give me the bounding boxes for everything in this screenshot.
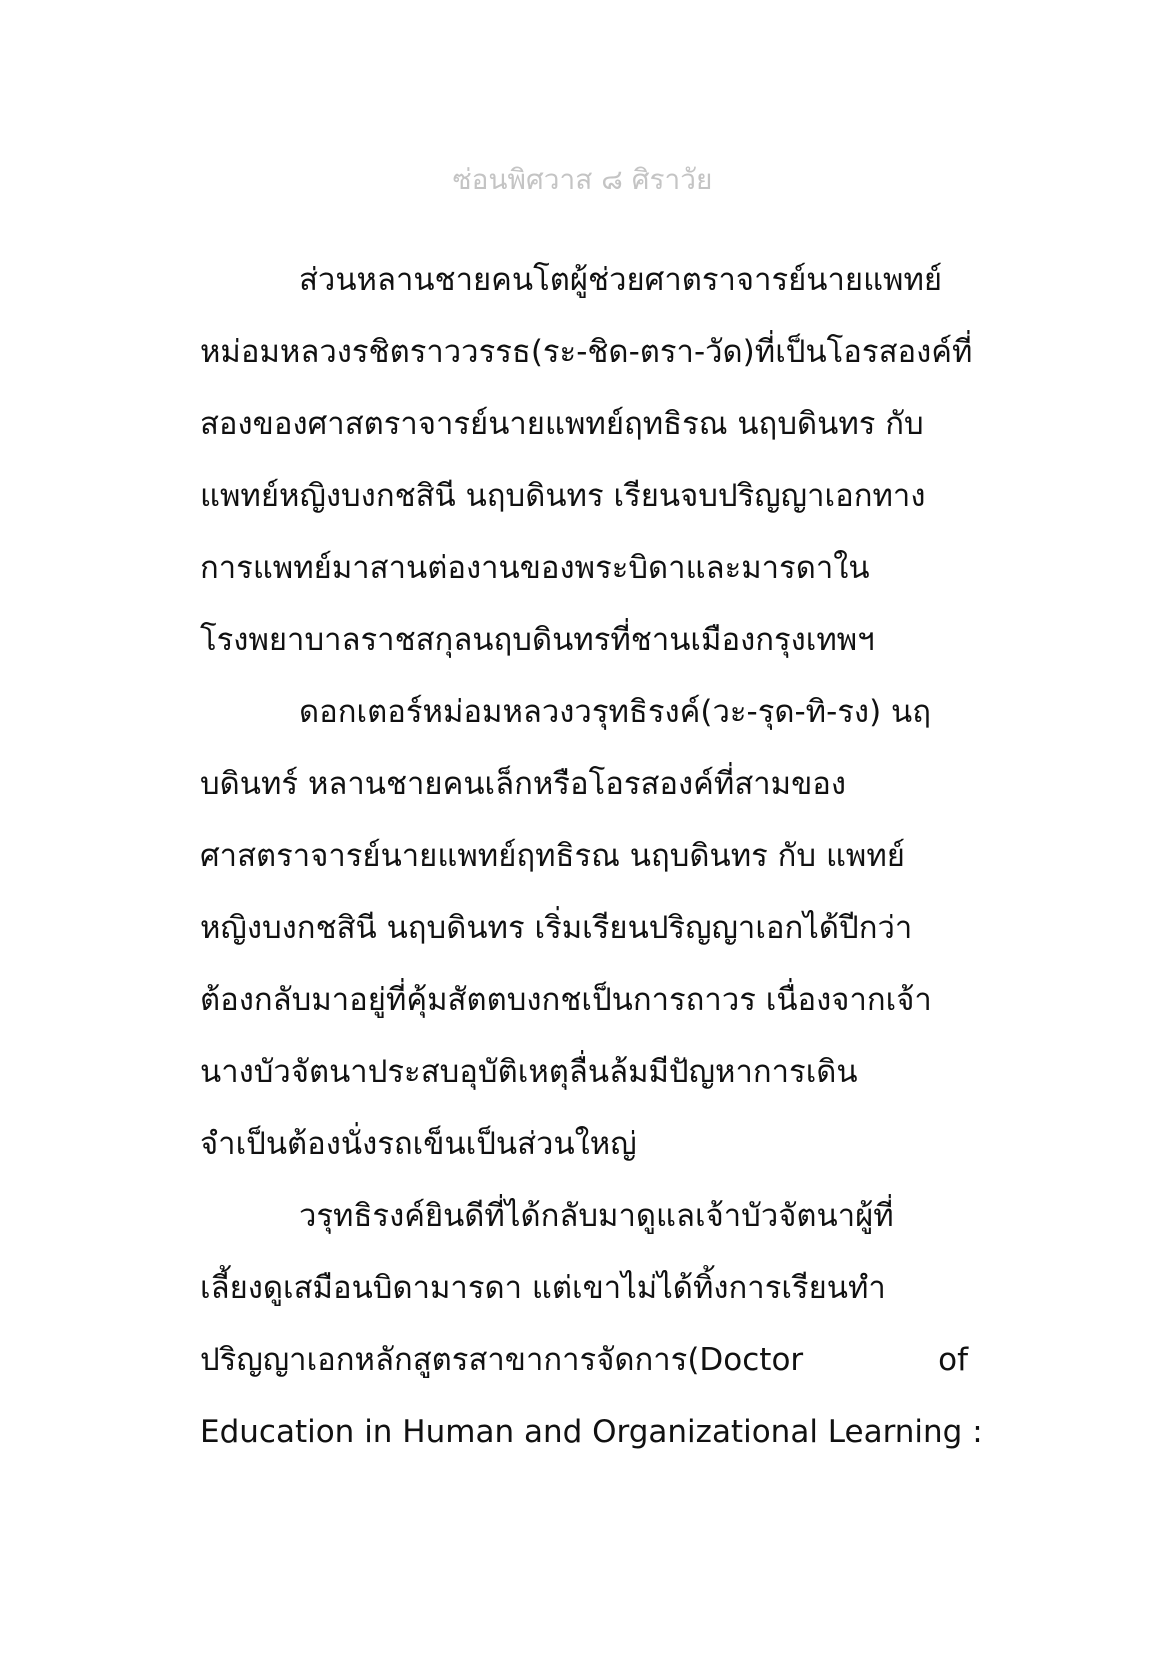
text-line: Education in Human and Organizational Learning :	[200, 1414, 983, 1450]
text-line	[200, 1338, 968, 1410]
text-line: สองของศาสตราจารย์นายแพทย์ฤทธิรณ นฤบดินทร กับ	[200, 406, 924, 442]
text-line-end: of	[938, 1342, 968, 1378]
text-line-start: ปริญญาเอกหลักสูตรสาขาการจัดการ(Doctor	[200, 1342, 804, 1378]
text-line: ส่วนหลานชายคนโตผู้ช่วยศาตราจารย์นายแพทย์	[299, 262, 943, 298]
text-line: หม่อมหลวงรชิตราววรรธ(ระ-ชิด-ตรา-วัด)ที่เป็นโอรสองค์ที่	[200, 334, 973, 370]
text-line: นางบัวจัตนาประสบอุบัติเหตุลื่นล้มมีปัญหาการเดิน	[200, 1054, 858, 1090]
text-line: ดอกเตอร์หม่อมหลวงวรุทธิรงค์(วะ-รุด-ทิ-รง) นฤ	[299, 694, 931, 730]
text-line: การแพทย์มาสานต่องานของพระบิดาและมารดาใน	[200, 550, 870, 586]
text-line: วรุทธิรงค์ยินดีที่ได้กลับมาดูแลเจ้าบัวจัตนาผู้ที่	[299, 1198, 894, 1234]
running-header: ซ่อนพิศวาส ๘ ศิราวัย	[452, 163, 713, 196]
text-line: ศาสตราจารย์นายแพทย์ฤทธิรณ นฤบดินทร กับ แพทย์	[200, 838, 905, 874]
text-line: ต้องกลับมาอยู่ที่คุ้มสัตตบงกชเป็นการถาวร เนื่องจากเจ้า	[200, 982, 932, 1018]
text-line: เลี้ยงดูเสมือนบิดามารดา แต่เขาไม่ได้ทิ้งการเรียนทำ	[200, 1270, 886, 1306]
text-line: จำเป็นต้องนั่งรถเข็นเป็นส่วนใหญ่	[200, 1126, 637, 1162]
text-line: บดินทร์ หลานชายคนเล็กหรือโอรสองค์ที่สามของ	[200, 766, 847, 802]
body-text	[200, 258, 983, 1482]
text-line: หญิงบงกชสินี นฤบดินทร เริ่มเรียนปริญญาเอกได้ปีกว่า	[200, 910, 913, 946]
text-line: โรงพยาบาลราชสกุลนฤบดินทรที่ชานเมืองกรุงเทพฯ	[200, 622, 875, 658]
text-line: แพทย์หญิงบงกชสินี นฤบดินทร เรียนจบปริญญาเอกทาง	[200, 478, 926, 514]
